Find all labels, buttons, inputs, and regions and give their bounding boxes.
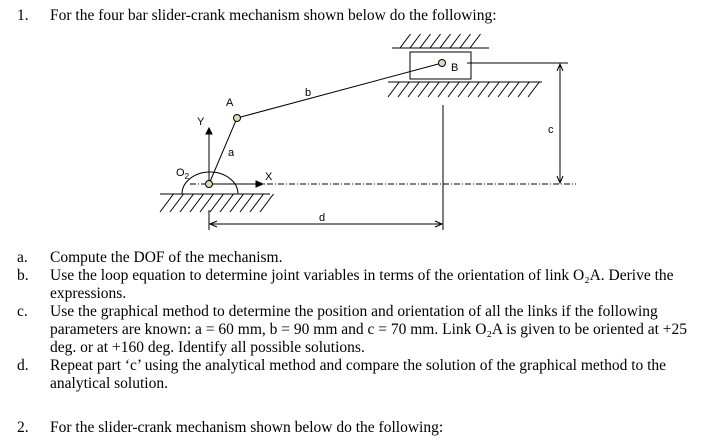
label-d: d: [319, 212, 326, 224]
label-B: B: [451, 62, 459, 74]
hatch-line: [388, 82, 399, 97]
hatch-line: [418, 82, 429, 97]
hatch-line: [400, 34, 411, 48]
hatch-line: [468, 82, 479, 97]
label-b: b: [305, 87, 312, 99]
label-c: c: [548, 124, 554, 136]
bottom-ground-hatch: [388, 82, 542, 97]
hatch-line: [460, 34, 471, 48]
top-ground-hatch: [392, 34, 489, 48]
hatch-line: [430, 34, 441, 48]
item-c-letter: c.: [17, 303, 28, 320]
hatch-line: [448, 82, 459, 97]
hatch-line: [508, 82, 519, 97]
label-X: X: [265, 171, 273, 183]
link-b: [237, 63, 442, 118]
hatch-line: [408, 82, 419, 97]
joint-a: [234, 115, 241, 122]
item-a-letter: a.: [17, 249, 28, 266]
label-O2: $O_2$: [176, 167, 190, 181]
joint-o2: [206, 181, 213, 188]
x-arrowhead: [256, 181, 263, 187]
hatch-line: [450, 34, 461, 48]
question-1-number: 1.: [17, 7, 29, 24]
question-2-number: 2.: [17, 419, 29, 436]
item-b-letter: b.: [17, 267, 29, 284]
label-a: a: [228, 147, 235, 159]
hatch-line: [470, 34, 481, 48]
question-2-text: For the slider-crank mechanism shown below do the following:: [50, 419, 444, 436]
hatch-line: [410, 34, 421, 48]
hatch-line: [478, 82, 489, 97]
item-a-text: Compute the DOF of the mechanism.: [50, 249, 283, 266]
base-ground-hatch: [160, 194, 274, 212]
item-d-text: Repeat part ‘c’ using the analytical method and compare the solution of the graphical method to the analytical solution.: [50, 357, 667, 392]
hatch-line: [438, 82, 449, 97]
hatch-line: [398, 82, 409, 97]
hatch-line: [440, 34, 451, 48]
hatch-line: [458, 82, 469, 97]
label-Y: Y: [197, 116, 205, 128]
hatch-line: [528, 82, 539, 97]
question-1-text: For the four bar slider-crank mechanism shown below do the following:: [50, 7, 497, 24]
item-d-letter: d.: [17, 357, 29, 374]
item-c-text: Use the graphical method to determine the position and orientation of all the links if the following parameters are known: a = 60 mm, b = 90 mm and c = 70 mm. Link O₂A is given to be oriented at +25 deg. or at +160 deg. Identify all possible solutions.: [50, 303, 687, 356]
hatch-line: [518, 82, 529, 97]
hatch-line: [428, 82, 439, 97]
hatch-line: [488, 82, 499, 97]
hatch-line: [420, 34, 431, 48]
hatch-line: [498, 82, 509, 97]
label-A: A: [226, 97, 234, 109]
item-b-text: Use the loop equation to determine joint variables in terms of the orientation of link O₂A. Derive the expressions.: [50, 267, 674, 302]
joint-b: [439, 60, 446, 67]
y-arrowhead: [206, 128, 212, 134]
